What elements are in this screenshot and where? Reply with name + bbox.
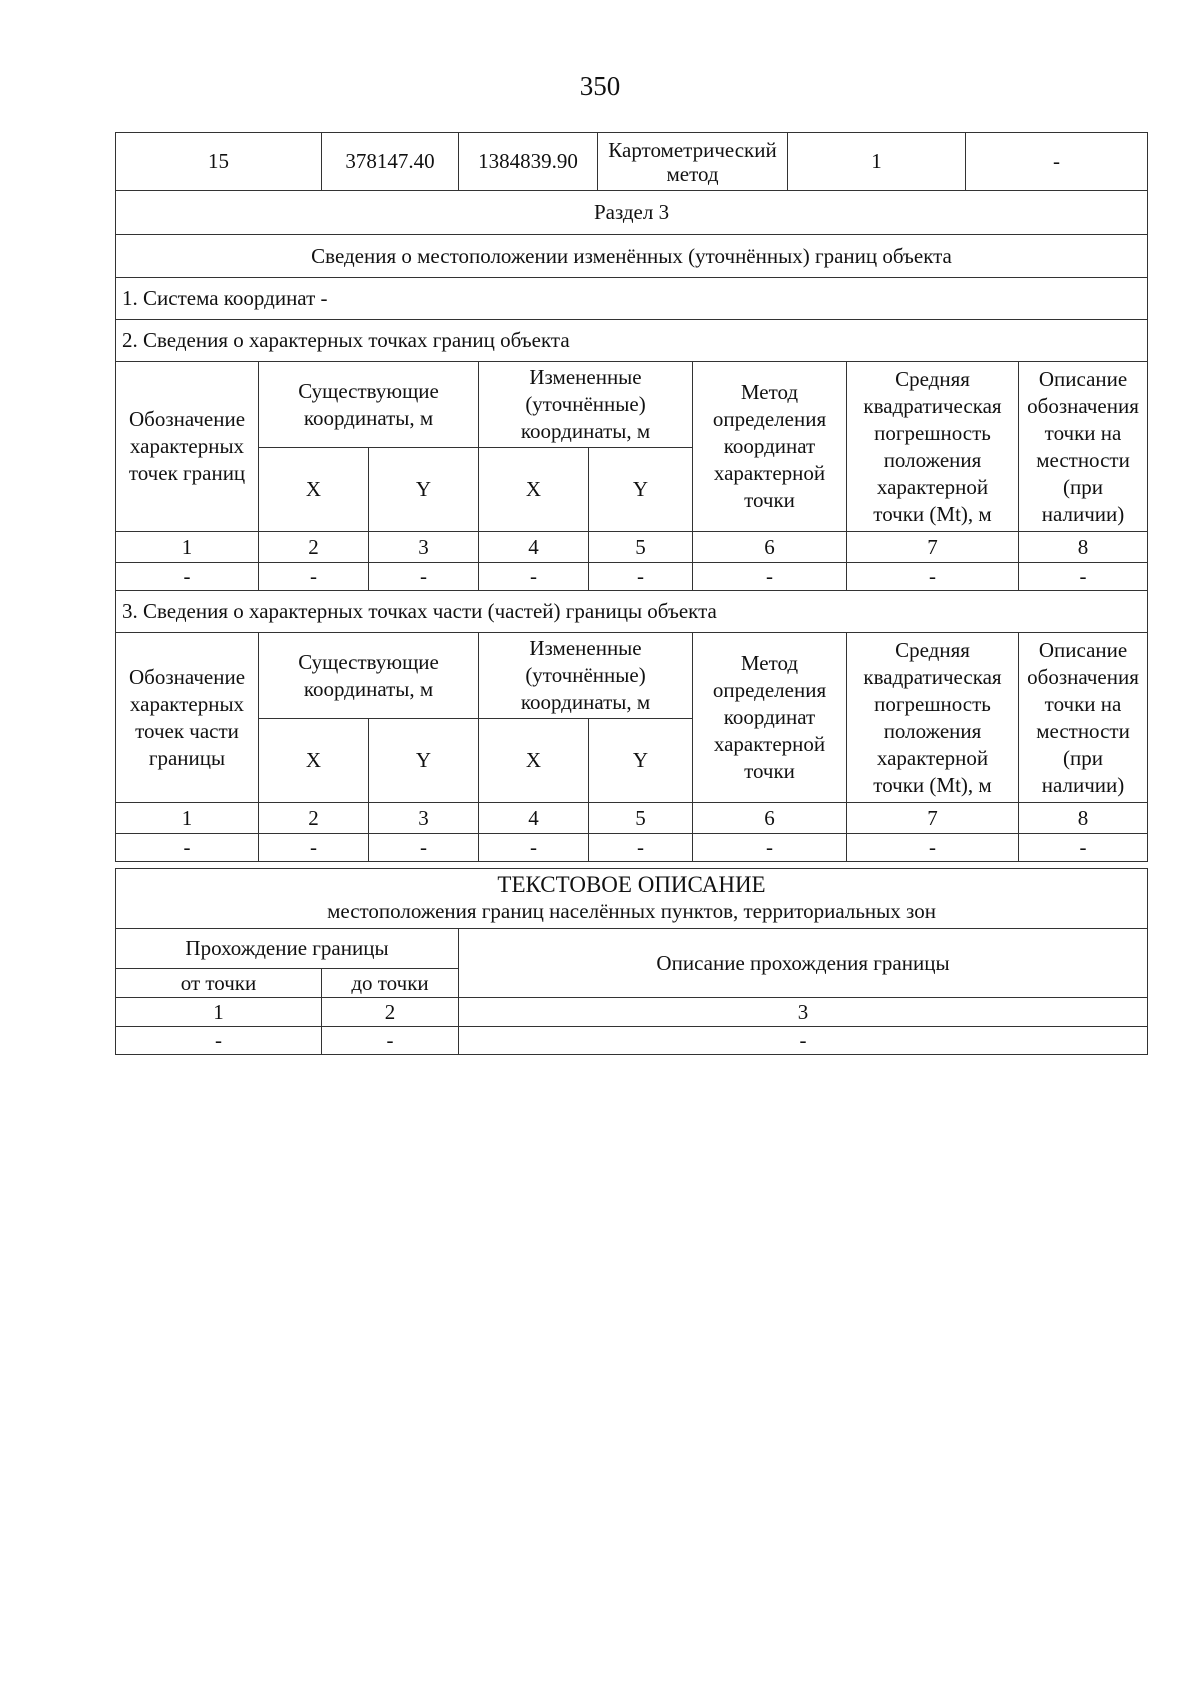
- column-number: 6: [693, 532, 847, 563]
- text-description-subtitle: местоположения границ населённых пунктов, территориальных зон: [327, 899, 936, 923]
- column-number: 4: [479, 532, 589, 563]
- column-number: 3: [369, 803, 479, 834]
- y-cell: 1384839.90: [459, 133, 598, 191]
- empty-cell: -: [1019, 834, 1148, 862]
- header-description: Описание обозначения точки на местности (при наличии): [1019, 362, 1148, 532]
- empty-cell: -: [1019, 563, 1148, 591]
- header-y: Y: [589, 448, 693, 532]
- empty-cell: -: [322, 1027, 459, 1055]
- empty-cell: -: [479, 834, 589, 862]
- header-x: X: [479, 448, 589, 532]
- table-row: [116, 563, 1148, 591]
- header-changed-coords: Измененные (уточнённые) координаты, м: [479, 633, 693, 719]
- coord-system-label: 1. Система координат -: [116, 278, 1148, 320]
- table-row: [116, 133, 1148, 191]
- column-number: 5: [589, 532, 693, 563]
- header-y: Y: [369, 448, 479, 532]
- empty-cell: -: [693, 563, 847, 591]
- header-description: Описание обозначения точки на местности (при наличии): [1019, 633, 1148, 803]
- column-number: 6: [693, 803, 847, 834]
- description-cell: -: [966, 133, 1148, 191]
- text-description-table: [115, 868, 1148, 1055]
- coord-system-row: [116, 278, 1148, 320]
- table-row: [116, 1027, 1148, 1055]
- header-method: Метод определения координат характерной точки: [693, 362, 847, 532]
- column-numbers-row: [116, 532, 1148, 563]
- empty-cell: -: [369, 834, 479, 862]
- empty-cell: -: [847, 834, 1019, 862]
- empty-cell: -: [459, 1027, 1148, 1055]
- accuracy-cell: 1: [788, 133, 966, 191]
- column-number: 5: [589, 803, 693, 834]
- header-method: Метод определения координат характерной точки: [693, 633, 847, 803]
- column-number: 8: [1019, 803, 1148, 834]
- column-number: 1: [116, 803, 259, 834]
- column-number: 2: [259, 532, 369, 563]
- header-passage: Прохождение границы: [116, 929, 459, 969]
- header-existing-coords: Существующие координаты, м: [259, 362, 479, 448]
- empty-cell: -: [116, 834, 259, 862]
- header-to-point: до точки: [322, 969, 459, 998]
- column-number: 7: [847, 803, 1019, 834]
- header-boundary-description: Описание прохождения границы: [459, 929, 1148, 998]
- header-existing-coords: Существующие координаты, м: [259, 633, 479, 719]
- empty-cell: -: [369, 563, 479, 591]
- point-number-cell: 15: [116, 133, 322, 191]
- column-number: 1: [116, 998, 322, 1027]
- points-heading: 2. Сведения о характерных точках границ объекта: [116, 320, 1148, 362]
- column-number: 2: [259, 803, 369, 834]
- header-x: X: [479, 719, 589, 803]
- empty-cell: -: [479, 563, 589, 591]
- header-y: Y: [369, 719, 479, 803]
- header-accuracy: Средняя квадратическая погрешность положения характерной точки (Mt), м: [847, 633, 1019, 803]
- section-title-row: [116, 191, 1148, 235]
- column-numbers-row: [116, 803, 1148, 834]
- header-row: [116, 633, 1148, 719]
- column-number: 4: [479, 803, 589, 834]
- empty-cell: -: [116, 563, 259, 591]
- section-title: Раздел 3: [116, 191, 1148, 235]
- previous-points-table: [115, 132, 1148, 191]
- empty-cell: -: [589, 834, 693, 862]
- method-cell: Картометрический метод: [598, 133, 788, 191]
- column-number: 2: [322, 998, 459, 1027]
- page-number: 350: [579, 71, 621, 101]
- column-numbers-row: [116, 998, 1148, 1027]
- parts-heading: 3. Сведения о характерных точках части (частей) границы объекта: [116, 591, 1148, 633]
- header-changed-coords: Измененные (уточнённые) координаты, м: [479, 362, 693, 448]
- text-description-title: ТЕКСТОВОЕ ОПИСАНИЕ: [497, 872, 766, 897]
- empty-cell: -: [589, 563, 693, 591]
- empty-cell: -: [259, 834, 369, 862]
- header-designation: Обозначение характерных точек части границы: [116, 633, 259, 803]
- column-number: 3: [369, 532, 479, 563]
- header-designation: Обозначение характерных точек границ: [116, 362, 259, 532]
- section-subtitle-row: [116, 235, 1148, 278]
- column-number: 1: [116, 532, 259, 563]
- text-description-title-cell: [116, 869, 1148, 929]
- header-row: [116, 929, 1148, 969]
- column-number: 7: [847, 532, 1019, 563]
- header-accuracy: Средняя квадратическая погрешность положения характерной точки (Mt), м: [847, 362, 1019, 532]
- empty-cell: -: [116, 1027, 322, 1055]
- header-from-point: от точки: [116, 969, 322, 998]
- section-3-table: [115, 190, 1148, 862]
- header-row: [116, 362, 1148, 448]
- empty-cell: -: [847, 563, 1019, 591]
- header-x: X: [259, 719, 369, 803]
- parts-heading-row: [116, 591, 1148, 633]
- column-number: 8: [1019, 532, 1148, 563]
- text-description-title-row: [116, 869, 1148, 929]
- points-heading-row: [116, 320, 1148, 362]
- table-row: [116, 834, 1148, 862]
- header-y: Y: [589, 719, 693, 803]
- empty-cell: -: [693, 834, 847, 862]
- empty-cell: -: [259, 563, 369, 591]
- column-number: 3: [459, 998, 1148, 1027]
- x-cell: 378147.40: [322, 133, 459, 191]
- header-x: X: [259, 448, 369, 532]
- section-subtitle: Сведения о местоположении изменённых (уточнённых) границ объекта: [116, 235, 1148, 278]
